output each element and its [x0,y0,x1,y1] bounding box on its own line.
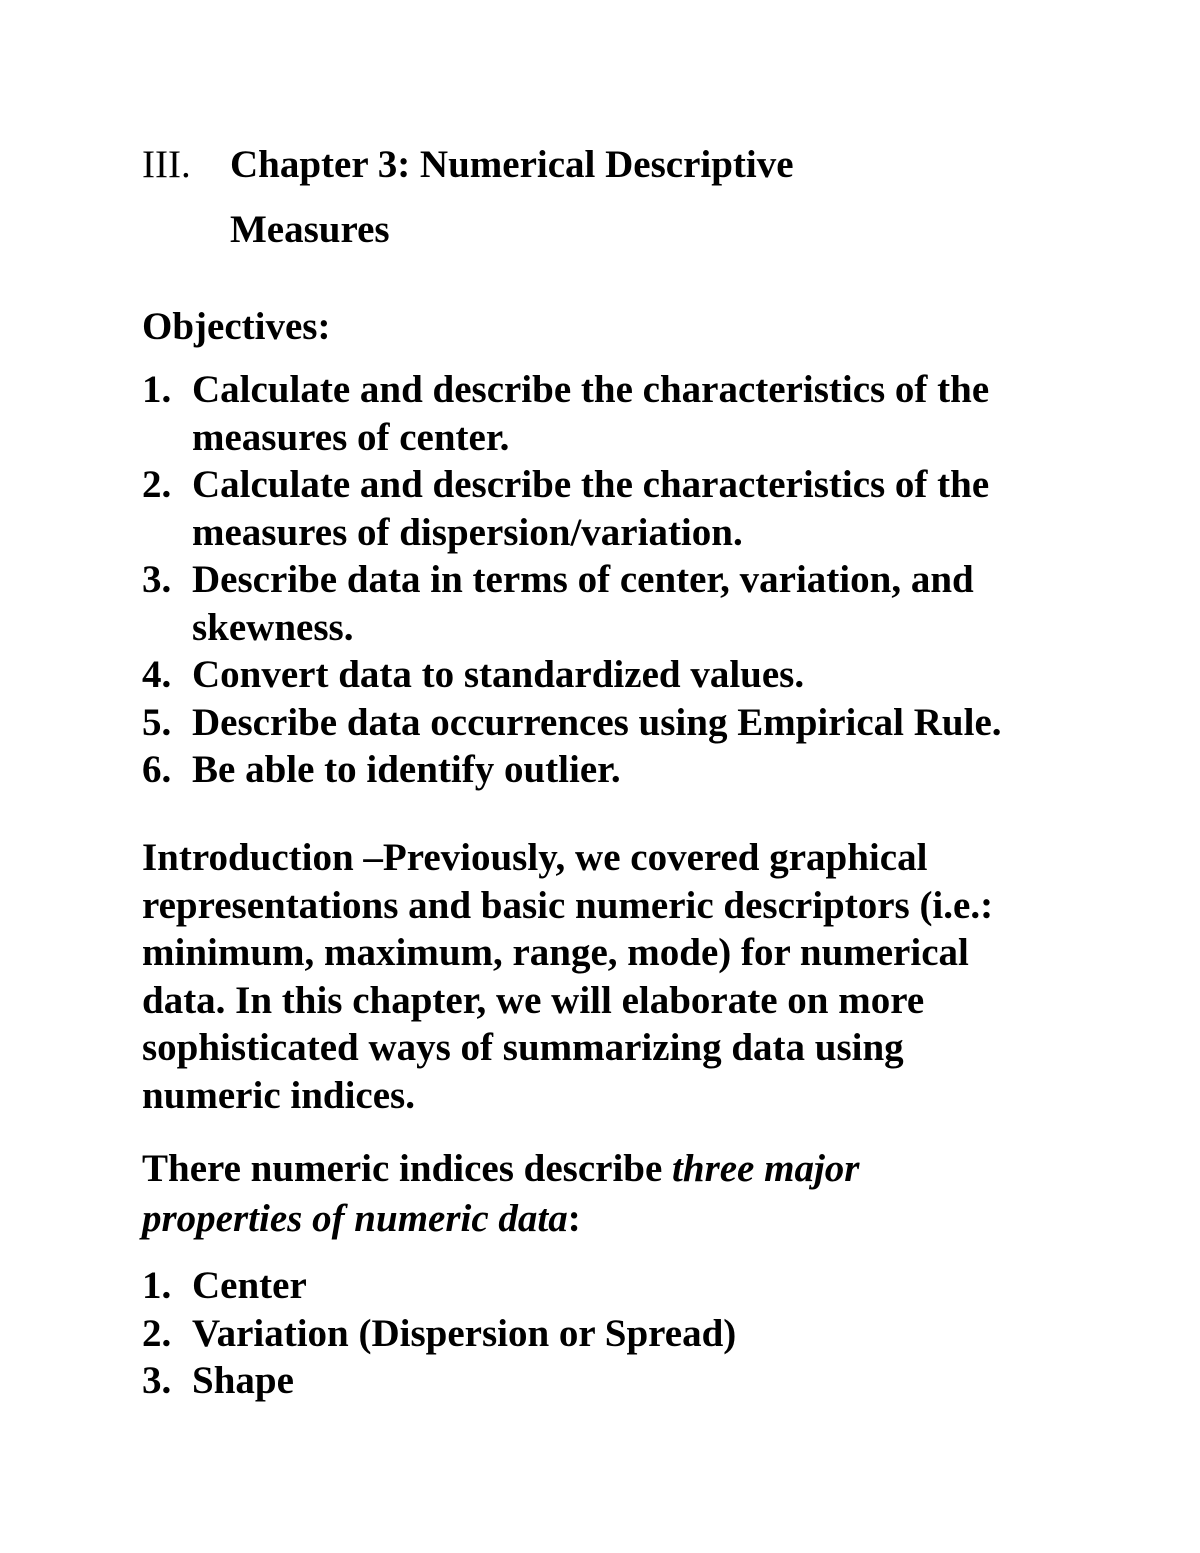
chapter-numeral: III. [142,143,191,186]
property-item [142,1357,736,1405]
objective-number: 1. [142,368,172,411]
properties-emphasis: properties of numeric data [142,1197,568,1240]
objectives-heading: Objectives: [142,305,331,348]
properties-line-2 [142,1194,859,1244]
property-item [142,1262,736,1310]
objective-text: skewness. [192,605,354,649]
properties-list [142,1262,736,1405]
property-number: 1. [142,1264,172,1307]
property-text: Variation (Dispersion or Spread) [192,1311,737,1355]
objective-text: Calculate and describe the characteristics of the [192,368,990,411]
intro-line: minimum, maximum, range, mode) for numerical [142,931,969,974]
property-text: Center [192,1264,307,1307]
chapter-title-line-1: Chapter 3: Numerical Descriptive [230,143,794,186]
objective-number: 6. [142,748,172,791]
intro-line: representations and basic numeric descriptors (i.e.: [142,883,994,927]
objectives-list [142,366,1002,794]
property-text: Shape [192,1359,294,1402]
objective-item [142,746,1002,794]
intro-line: sophisticated ways of summarizing data using [142,1026,904,1069]
introduction-paragraph [142,834,993,1119]
property-item [142,1310,736,1358]
objective-text: Convert data to standardized values. [192,653,805,696]
property-number: 2. [142,1311,172,1355]
property-number: 3. [142,1359,172,1402]
properties-text: : [567,1197,581,1240]
properties-text: There numeric indices describe [142,1147,673,1190]
intro-line: Introduction –Previously, we covered graphical [142,836,928,879]
objective-text: Be able to identify outlier. [192,748,621,791]
properties-emphasis: three major [672,1147,860,1190]
intro-line: data. In this chapter, we will elaborate on more [142,978,925,1022]
chapter-title-line-2: Measures [230,208,390,251]
objective-item [142,651,1002,699]
objective-text: Describe data occurrences using Empirical Rule. [192,700,1002,744]
objective-item [142,366,1002,461]
objective-text: measures of center. [192,415,510,459]
properties-line-1 [142,1144,859,1194]
objective-item [142,461,1002,556]
objective-text: measures of dispersion/variation. [192,510,743,554]
intro-line: numeric indices. [142,1073,415,1117]
objective-number: 5. [142,700,172,744]
objective-item [142,699,1002,747]
objective-item [142,556,1002,651]
objective-number: 3. [142,558,172,601]
objective-number: 2. [142,463,172,506]
objective-text: Calculate and describe the characteristics of the [192,463,990,506]
properties-paragraph [142,1144,859,1244]
objective-number: 4. [142,653,172,696]
objective-text: Describe data in terms of center, variation, and [192,558,974,601]
